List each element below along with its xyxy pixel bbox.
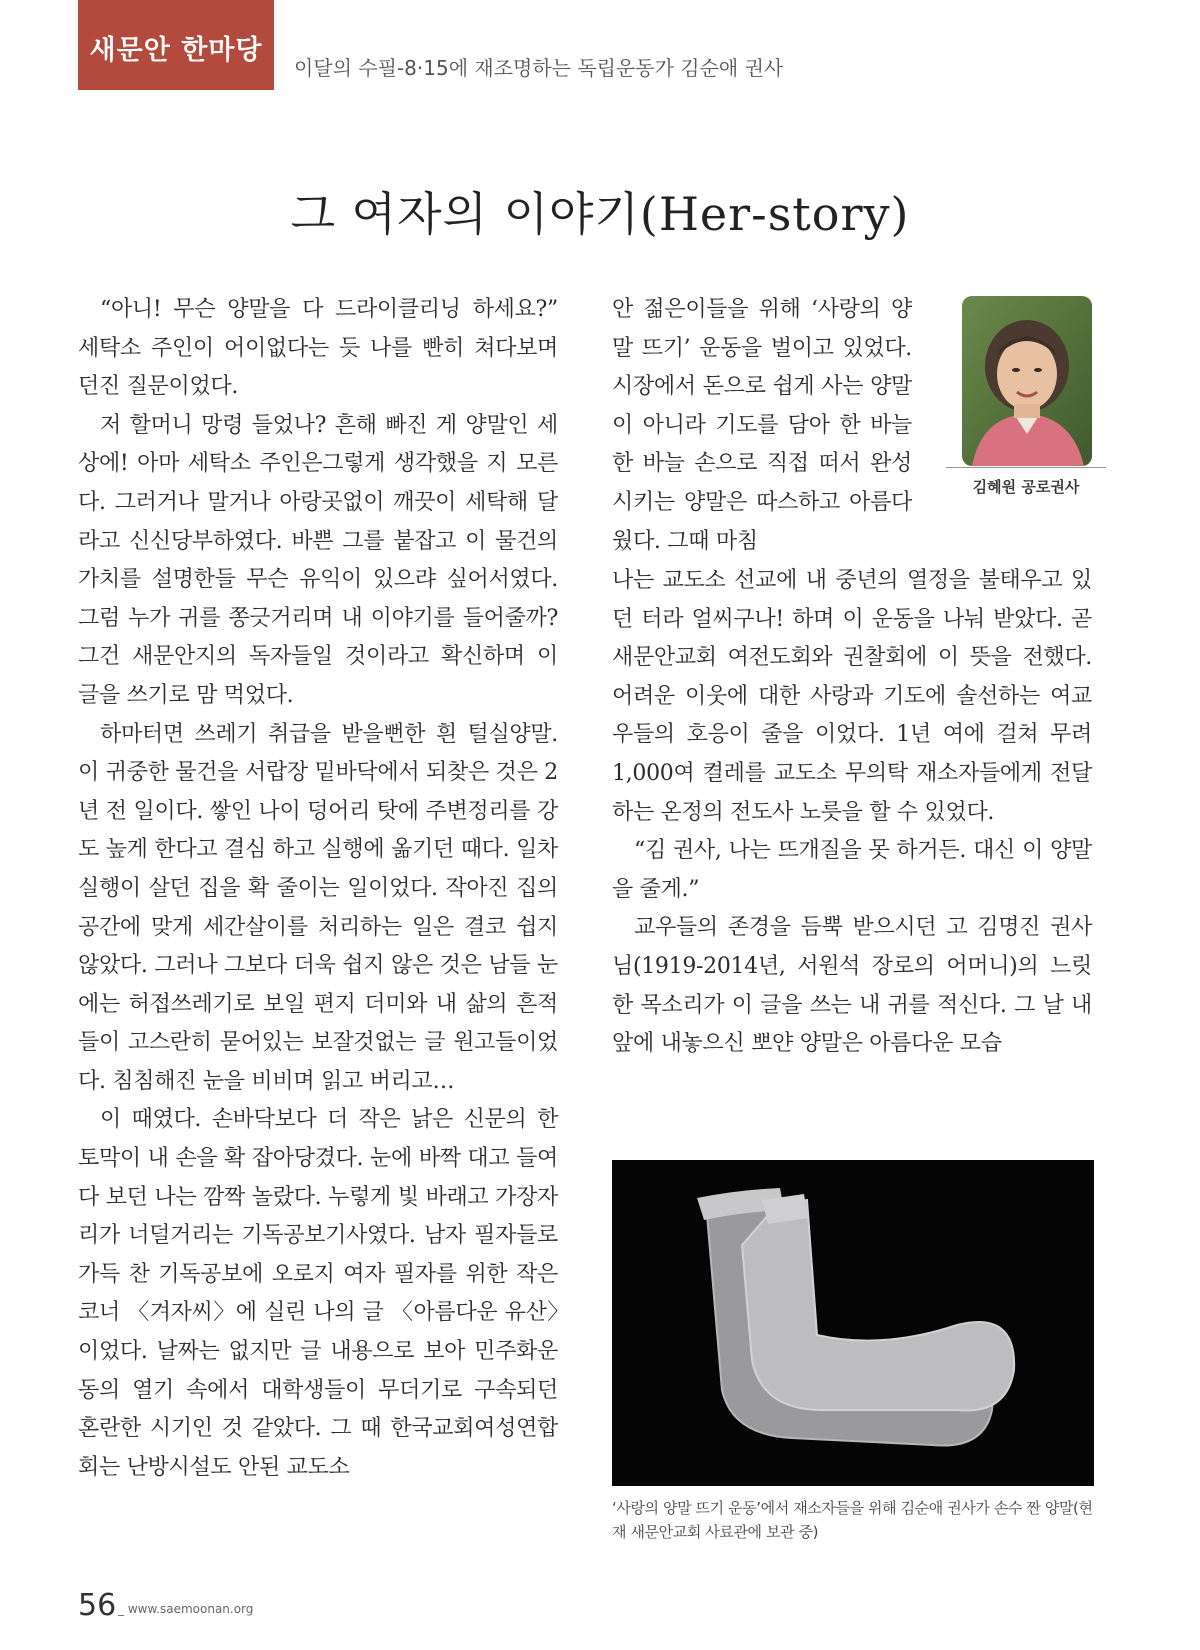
socks-photo — [612, 1160, 1094, 1486]
paragraph: 안 젊은이들을 위해 ‘사랑의 양말 뜨기’ 운동을 벌이고 있었다. 시장에서 돈으로 쉽게 사는 양말이 아니라 기도를 담아 한 바늘 한 바늘 손으로 직접 떠서 완성시키는 양말은 따스하고 아름다웠다. 그때 마침 — [612, 297, 912, 554]
paragraph: 하마터면 쓰레기 취급을 받을뻔한 흰 털실양말. 이 귀중한 물건을 서랍장 밑바닥에서 되찾은 것은 2년 전 일이다. 쌓인 나이 덩어리 탓에 주변정리를 강도 높게 한다고 결심 하고 실행에 옮기던 때다. 일차 실행이 살던 집을 확 줄이는 일이었다. 작아진 집의 공간에 맞게 세간살이를 처리하는 일은 결코 쉽지 않았다. 그러나 그보다 더욱 쉽지 않은 것은 남들 눈에는 허접쓰레기로 보일 편지 더미와 내 삶의 흔적들이 고스란히 묻어있는 보잘것없는 글 원고들이었다. 침침해진 눈을 비비며 읽고 버리고… — [78, 721, 558, 1094]
paragraph: 이 때였다. 손바닥보다 더 작은 낡은 신문의 한 토막이 내 손을 확 잡아당겼다. 눈에 바짝 대고 들여다 보던 나는 깜짝 놀랐다. 누렇게 빛 바래고 가장자리가 너덜거리는 기독공보기사였다. 남자 필자들로 가득 찬 기독공보에 오로지 여자 필자를 위한 작은 코너 〈겨자씨〉에 실린 나의 글 〈아름다운 유산〉이었다. 날짜는 없지만 글 내용으로 보아 민주화운동의 열기 속에서 대학생들이 무더기로 구속되던 혼란한 시기인 것 같았다. 그 때 한국교회여성연합회는 난방시설도 안된 교도소 — [78, 1107, 558, 1480]
paragraph: “아니! 무슨 양말을 다 드라이클리닝 하세요?” 세탁소 주인이 어이없다는 듯 나를 빤히 쳐다보며 던진 질문이었다. — [78, 297, 558, 400]
socks-image — [612, 1160, 1094, 1486]
portrait-image — [962, 296, 1092, 466]
page-number: 56 — [78, 1588, 117, 1623]
section-tab: 새문안 한마당 — [78, 0, 274, 90]
paragraph: “김 권사, 나는 뜨개질을 못 하거든. 대신 이 양말을 줄게.” — [612, 838, 1092, 902]
paragraph: 나는 교도소 선교에 내 중년의 열정을 불태우고 있던 터라 얼씨구나! 하며 이 운동을 나눠 받았다. 곧 새문안교회 여전도회와 권찰회에 이 뜻을 전했다. 어려운 이웃에 대한 사랑과 기도에 솔선하는 여교우들의 호응이 줄을 이었다. 1년 여에 걸쳐 무려 1,000여 켤레를 교도소 무의탁 재소자들에게 전달하는 온정의 전도사 노릇을 할 수 있었다. — [612, 568, 1092, 825]
paragraph: 저 할머니 망령 들었나? 흔해 빠진 게 양말인 세상에! 아마 세탁소 주인은그렇게 생각했을 지 모른다. 그러거나 말거나 아랑곳없이 깨끗이 세탁해 달라고 신신당부하였다. 바쁜 그를 붙잡고 이 물건의 가치를 설명한들 무슨 유익이 있으랴 싶어서였다. 그럼 누가 귀를 쫑긋거리며 내 이야기를 들어줄까? 그건 새문안지의 독자들일 것이라고 확신하며 이 글을 쓰기로 맘 먹었다. — [78, 412, 558, 708]
caption-divider — [946, 467, 1106, 468]
author-portrait — [962, 296, 1092, 466]
footer-url: _ www.saemoonan.org — [118, 1602, 254, 1616]
article-title: 그 여자의 이야기(Her-story) — [290, 187, 910, 241]
right-column-bottom — [612, 562, 1092, 1064]
paragraph: 교우들의 존경을 듬뿍 받으시던 고 김명진 권사님(1919-2014년, 서원석 장로의 어머니)의 느릿한 목소리가 이 글을 쓰는 내 귀를 적신다. 그 날 내 앞에 내놓으신 뽀얀 양말은 아름다운 모습 — [612, 915, 1092, 1057]
right-column-top — [612, 291, 912, 561]
section-subtitle: 이달의 수필-8·15에 재조명하는 독립운동가 김순애 권사 — [294, 56, 784, 80]
portrait-caption: 김혜원 공로권사 — [972, 478, 1080, 496]
photo-caption: ‘사랑의 양말 뜨기 운동’에서 재소자들을 위해 김순애 권사가 손수 짠 양말(현재 새문안교회 사료관에 보관 중) — [612, 1499, 1093, 1541]
left-column — [78, 291, 558, 1487]
